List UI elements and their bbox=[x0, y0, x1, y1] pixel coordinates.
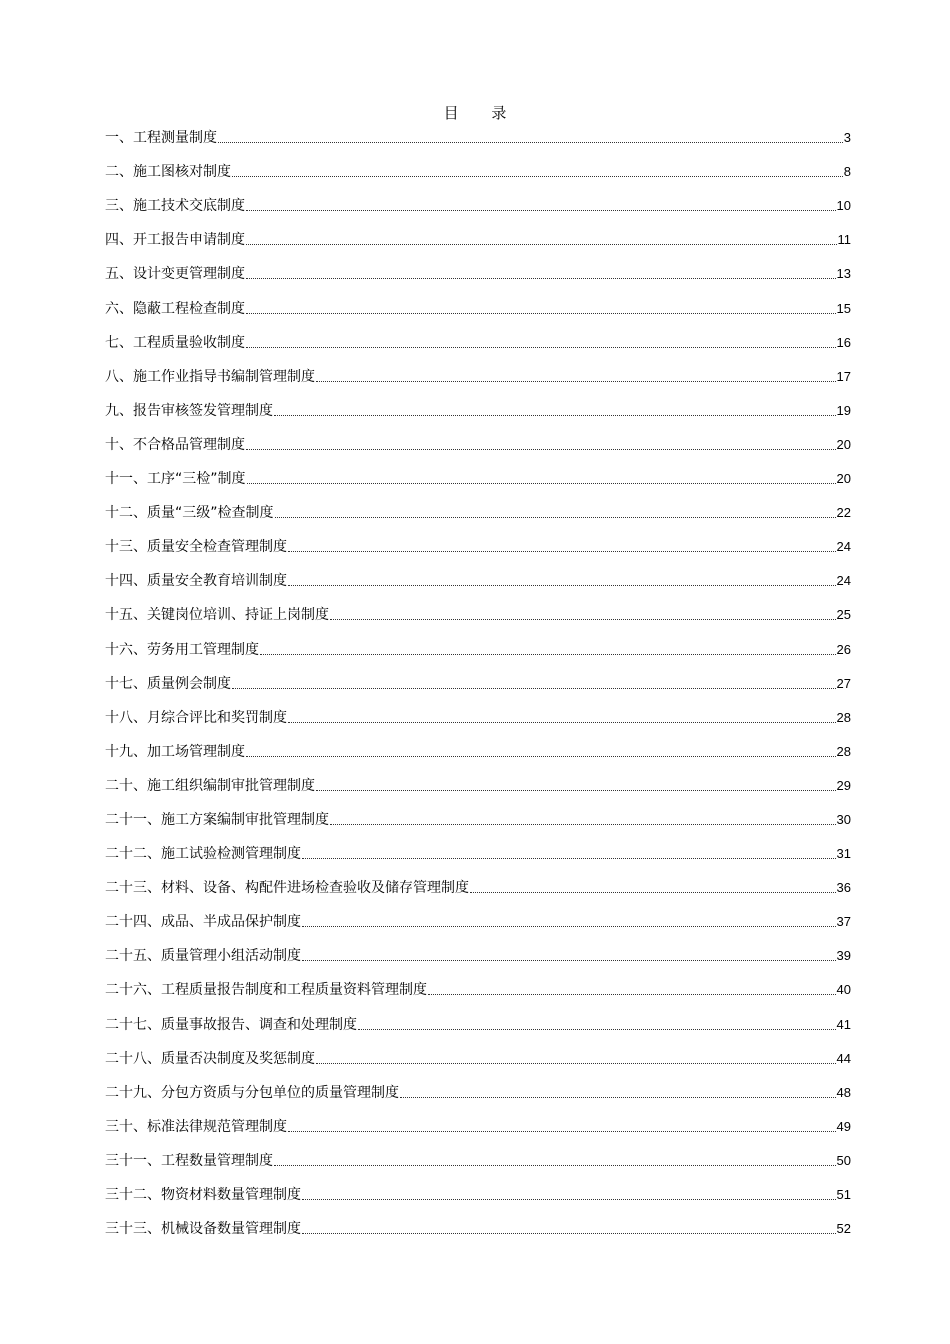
toc-entry-label: 二十七、质量事故报告、调查和处理制度 bbox=[105, 1016, 357, 1033]
toc-entry-label: 十七、质量例会制度 bbox=[105, 675, 231, 692]
toc-entry[interactable] bbox=[105, 597, 851, 631]
toc-entry-label: 五、设计变更管理制度 bbox=[105, 266, 245, 283]
toc-entry[interactable] bbox=[105, 904, 851, 938]
toc-dot-leader bbox=[302, 926, 836, 927]
toc-dot-leader bbox=[218, 142, 843, 143]
toc-entry-page-number: 25 bbox=[836, 607, 851, 623]
toc-entry-label: 八、施工作业指导书编制管理制度 bbox=[105, 368, 315, 385]
toc-entry[interactable] bbox=[105, 154, 851, 188]
toc-entry-label: 三十、标准法律规范管理制度 bbox=[105, 1118, 287, 1135]
toc-entry-page-number: 3 bbox=[843, 130, 851, 146]
toc-entry-page-number: 37 bbox=[836, 914, 851, 930]
toc-entry-page-number: 15 bbox=[836, 300, 851, 316]
toc-entry-label: 二十三、材料、设备、构配件进场检查验收及储存管理制度 bbox=[105, 880, 469, 897]
toc-entry-page-number: 20 bbox=[836, 471, 851, 487]
toc-entry-page-number: 26 bbox=[836, 641, 851, 657]
toc-entry-label: 九、报告审核签发管理制度 bbox=[105, 402, 273, 419]
toc-entry[interactable] bbox=[105, 1006, 851, 1040]
toc-entry[interactable] bbox=[105, 666, 851, 700]
toc-dot-leader bbox=[260, 654, 836, 655]
toc-entry-page-number: 51 bbox=[836, 1187, 851, 1202]
toc-dot-leader bbox=[316, 1063, 836, 1064]
toc-dot-leader bbox=[246, 756, 836, 757]
toc-entry-label: 十九、加工场管理制度 bbox=[105, 743, 245, 760]
table-of-contents bbox=[105, 120, 851, 1245]
toc-entry[interactable] bbox=[105, 393, 851, 427]
toc-dot-leader bbox=[316, 381, 836, 382]
toc-entry-page-number: 16 bbox=[836, 334, 851, 350]
toc-entry[interactable] bbox=[105, 768, 851, 802]
toc-entry-label: 二十二、施工试验检测管理制度 bbox=[105, 846, 301, 863]
toc-entry-label: 四、开工报告申请制度 bbox=[105, 232, 245, 249]
toc-entry-page-number: 29 bbox=[836, 777, 851, 793]
toc-entry-label: 十二、质量“三级”检查制度 bbox=[105, 505, 274, 522]
toc-entry-label: 十五、关键岗位培训、持证上岗制度 bbox=[105, 607, 329, 624]
toc-entry-page-number: 24 bbox=[836, 539, 851, 555]
toc-dot-leader bbox=[400, 1097, 836, 1098]
toc-dot-leader bbox=[302, 1199, 836, 1200]
toc-entry[interactable] bbox=[105, 325, 851, 359]
toc-entry[interactable] bbox=[105, 188, 851, 222]
toc-dot-leader bbox=[302, 960, 836, 961]
toc-dot-leader bbox=[288, 722, 836, 723]
toc-entry[interactable] bbox=[105, 290, 851, 324]
toc-dot-leader bbox=[232, 688, 836, 689]
toc-entry[interactable] bbox=[105, 1211, 851, 1245]
toc-dot-leader bbox=[302, 1233, 836, 1234]
toc-entry-page-number: 8 bbox=[843, 164, 851, 180]
toc-dot-leader bbox=[232, 176, 843, 177]
toc-dot-leader bbox=[428, 994, 836, 995]
toc-entry[interactable] bbox=[105, 256, 851, 290]
toc-entry-label: 二十九、分包方资质与分包单位的质量管理制度 bbox=[105, 1084, 399, 1101]
toc-entry[interactable] bbox=[105, 1177, 851, 1211]
toc-dot-leader bbox=[275, 517, 836, 518]
toc-dot-leader bbox=[302, 858, 836, 859]
toc-entry-label: 二十、施工组织编制审批管理制度 bbox=[105, 777, 315, 794]
toc-entry-page-number: 22 bbox=[836, 505, 851, 521]
toc-entry[interactable] bbox=[105, 120, 851, 154]
toc-dot-leader bbox=[358, 1029, 836, 1030]
toc-entry[interactable] bbox=[105, 1041, 851, 1075]
toc-entry-page-number: 11 bbox=[837, 232, 851, 248]
toc-dot-leader bbox=[330, 824, 836, 825]
toc-entry[interactable] bbox=[105, 427, 851, 461]
toc-entry-label: 二十八、质量否决制度及奖惩制度 bbox=[105, 1050, 315, 1067]
toc-entry-page-number: 40 bbox=[836, 982, 851, 998]
toc-dot-leader bbox=[274, 415, 836, 416]
toc-dot-leader bbox=[316, 790, 836, 791]
toc-entry-label: 二十六、工程质量报告制度和工程质量资料管理制度 bbox=[105, 982, 427, 999]
toc-dot-leader bbox=[246, 278, 836, 279]
toc-entry-page-number: 49 bbox=[836, 1118, 851, 1134]
toc-entry-page-number: 10 bbox=[836, 198, 851, 214]
toc-dot-leader bbox=[247, 483, 836, 484]
toc-entry-page-number: 24 bbox=[836, 573, 851, 589]
toc-dot-leader bbox=[246, 449, 836, 450]
toc-entry[interactable] bbox=[105, 700, 851, 734]
toc-entry[interactable] bbox=[105, 495, 851, 529]
toc-entry-label: 十、不合格品管理制度 bbox=[105, 436, 245, 453]
toc-entry-page-number: 13 bbox=[836, 266, 851, 282]
toc-entry-page-number: 52 bbox=[836, 1221, 851, 1237]
toc-entry-page-number: 28 bbox=[836, 743, 851, 759]
toc-entry[interactable] bbox=[105, 222, 851, 256]
toc-entry[interactable] bbox=[105, 529, 851, 563]
toc-dot-leader bbox=[288, 585, 836, 586]
toc-entry[interactable] bbox=[105, 734, 851, 768]
toc-entry-label: 二十五、质量管理小组活动制度 bbox=[105, 948, 301, 965]
toc-entry-label: 三、施工技术交底制度 bbox=[105, 198, 245, 215]
toc-entry-label: 三十三、机械设备数量管理制度 bbox=[105, 1221, 301, 1238]
toc-dot-leader bbox=[246, 210, 836, 211]
toc-entry[interactable] bbox=[105, 631, 851, 665]
toc-entry-label: 七、工程质量验收制度 bbox=[105, 334, 245, 351]
toc-entry[interactable] bbox=[105, 563, 851, 597]
toc-entry[interactable] bbox=[105, 972, 851, 1006]
toc-entry[interactable] bbox=[105, 461, 851, 495]
toc-entry[interactable] bbox=[105, 1075, 851, 1109]
toc-entry-page-number: 31 bbox=[836, 846, 851, 862]
toc-dot-leader bbox=[330, 619, 836, 620]
toc-entry-label: 一、工程测量制度 bbox=[105, 130, 217, 147]
toc-entry-page-number: 44 bbox=[836, 1050, 851, 1066]
toc-entry-label: 十八、月综合评比和奖罚制度 bbox=[105, 709, 287, 726]
toc-entry-page-number: 48 bbox=[836, 1084, 851, 1100]
toc-entry-page-number: 30 bbox=[836, 811, 851, 827]
toc-entry-label: 六、隐蔽工程检查制度 bbox=[105, 300, 245, 317]
toc-dot-leader bbox=[470, 892, 836, 893]
toc-dot-leader bbox=[246, 313, 836, 314]
toc-dot-leader bbox=[246, 244, 837, 245]
toc-entry-label: 三十一、工程数量管理制度 bbox=[105, 1152, 273, 1169]
toc-entry-label: 十一、工序“三检”制度 bbox=[105, 471, 246, 488]
toc-entry-page-number: 36 bbox=[836, 880, 851, 896]
toc-entry-label: 十六、劳务用工管理制度 bbox=[105, 641, 259, 658]
toc-dot-leader bbox=[246, 347, 836, 348]
toc-entry[interactable] bbox=[105, 1109, 851, 1143]
toc-dot-leader bbox=[288, 1131, 836, 1132]
toc-entry-label: 十三、质量安全检查管理制度 bbox=[105, 539, 287, 556]
toc-entry-page-number: 20 bbox=[836, 436, 851, 452]
toc-entry-label: 三十二、物资材料数量管理制度 bbox=[105, 1187, 301, 1203]
toc-dot-leader bbox=[274, 1165, 836, 1166]
toc-entry-page-number: 50 bbox=[836, 1152, 851, 1168]
toc-entry-label: 二十四、成品、半成品保护制度 bbox=[105, 914, 301, 931]
toc-entry-page-number: 28 bbox=[836, 709, 851, 725]
toc-entry[interactable] bbox=[105, 1143, 851, 1177]
toc-entry[interactable] bbox=[105, 870, 851, 904]
toc-entry-label: 二、施工图核对制度 bbox=[105, 164, 231, 181]
toc-entry[interactable] bbox=[105, 938, 851, 972]
toc-entry-page-number: 19 bbox=[836, 402, 851, 418]
toc-entry-page-number: 27 bbox=[836, 675, 851, 691]
toc-entry-page-number: 39 bbox=[836, 948, 851, 964]
page-title: 目 录 bbox=[443, 104, 521, 122]
toc-entry-page-number: 41 bbox=[836, 1016, 851, 1032]
toc-entry[interactable] bbox=[105, 836, 851, 870]
toc-entry[interactable] bbox=[105, 802, 851, 836]
toc-entry-label: 十四、质量安全教育培训制度 bbox=[105, 573, 287, 590]
toc-dot-leader bbox=[288, 551, 836, 552]
toc-entry-page-number: 17 bbox=[836, 368, 851, 384]
toc-entry-label: 二十一、施工方案编制审批管理制度 bbox=[105, 811, 329, 828]
toc-entry[interactable] bbox=[105, 359, 851, 393]
